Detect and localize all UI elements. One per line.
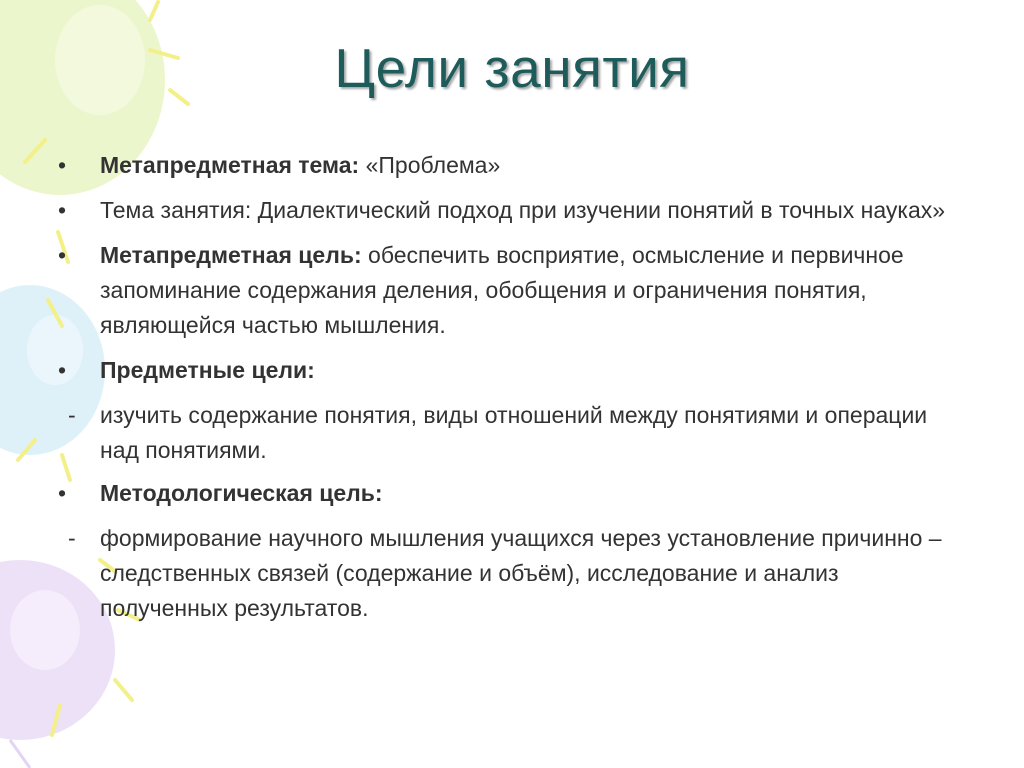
item-label: Методологическая цель: (100, 480, 383, 506)
bullet-marker: • (58, 242, 67, 268)
bullet-marker: • (58, 197, 67, 223)
list-item-method-goal (58, 476, 958, 511)
item-text: Тема занятия: Диалектический подход при изучении понятий в точных науках» (100, 197, 946, 223)
dash-marker: - (68, 525, 76, 551)
list-item-lesson-topic (58, 193, 958, 228)
item-text: формирование научного мышления учащихся через установление причинно – следственных связей (содержание и объём), исследование и анализ полученных результатов. (100, 525, 942, 621)
item-label: Метапредметная цель: (100, 242, 362, 268)
goals-list (58, 148, 958, 634)
list-item-method-goal-detail (58, 521, 958, 626)
item-label: Предметные цели: (100, 357, 315, 383)
list-item-meta-topic (58, 148, 958, 183)
bullet-marker: • (58, 357, 67, 383)
item-label: Метапредметная тема: (100, 152, 360, 178)
dash-marker: - (68, 402, 76, 428)
list-item-meta-goal (58, 238, 958, 343)
item-text: изучить содержание понятия, виды отношений между понятиями и операции над понятиями. (100, 402, 928, 463)
bullet-marker: • (58, 152, 67, 178)
item-text: «Проблема» (359, 152, 501, 178)
list-item-subject-goal-detail (58, 398, 958, 468)
bullet-marker: • (58, 480, 67, 506)
item-text: обеспечить восприятие, осмысление и первичное запоминание содержания деления, обобщения и ограничения понятия, являющейся частью мышления. (100, 242, 904, 338)
list-item-subject-goals (58, 353, 958, 388)
slide-title: Цели занятия (334, 37, 690, 99)
